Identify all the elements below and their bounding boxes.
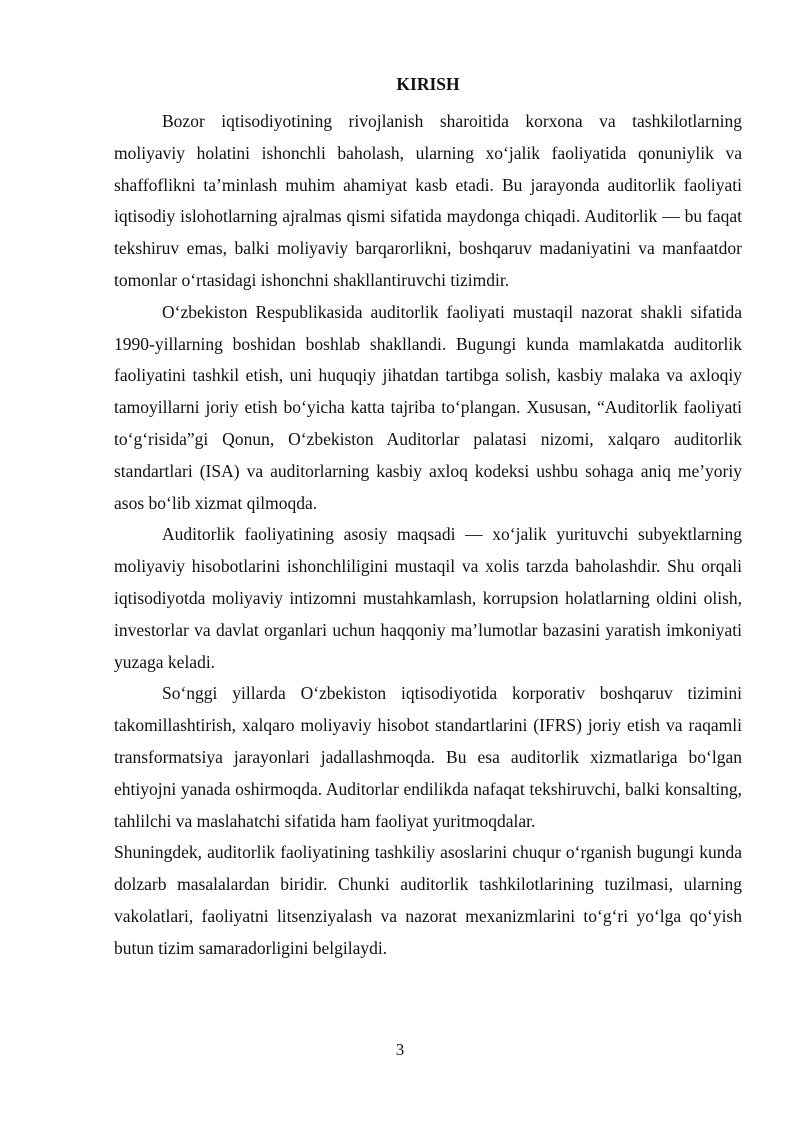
page-content [114, 72, 742, 965]
paragraph-2: O‘zbekiston Respublikasida auditorlik faoliyati mustaqil nazorat shakli sifatida 1990-yillarning boshidan boshlab shakllandi. Bugungi kunda mamlakatda auditorlik faoliyatini tashkil etish, uni huquqiy jihatdan tartibga solish, kasbiy malaka va axloqiy tamoyillarni joriy etish bo‘yicha katta tajriba to‘plangan. Xususan, “Auditorlik faoliyati to‘g‘risida”gi Qonun, O‘zbekiston Auditorlar palatasi nizomi, xalqaro auditorlik standartlari (ISA) va auditorlarning kasbiy axloq kodeksi ushbu sohaga aniq me’yoriy asos bo‘lib xizmat qilmoqda. [114, 301, 742, 513]
paragraph-5: Shuningdek, auditorlik faoliyatining tashkiliy asoslarini chuqur o‘rganish bugungi kunda dolzarb masalalardan biridir. Chunki auditorlik tashkilotlarining tuzilmasi, ularning vakolatlari, faoliyatni litsenziyalash va nazorat mexanizmlarini to‘g‘ri yo‘lga qo‘yish butun tizim samaradorligini belgilaydi. [114, 842, 742, 958]
paragraph-4: So‘nggi yillarda O‘zbekiston iqtisodiyotida korporativ boshqaruv tizimini takomillashtirish, xalqaro moliyaviy hisobot standartlarini (IFRS) joriy etish va raqamli transformatsiya jarayonlari jadallashmoqda. Bu esa auditorlik xizmatlariga bo‘lgan ehtiyojni yanada oshirmoqda. Auditorlar endilikda nafaqat tekshiruvchi, balki konsalting, tahlilchi va maslahatchi sifatida ham faoliyat yuritmoqdalar. [114, 683, 742, 831]
paragraph-1: Bozor iqtisodiyotining rivojlanish sharoitida korxona va tashkilotlarning moliyaviy holatini ishonchli baholash, ularning xo‘jalik faoliyatida qonuniylik va shaffoflikni ta’minlash muhim ahamiyat kasb etadi. Bu jarayonda auditorlik faoliyati iqtisodiy islohotlarning ajralmas qismi sifatida maydonga chiqadi. Auditorlik — bu faqat tekshiruv emas, balki moliyaviy barqarorlikni, boshqaruv madaniyatini va manfaatdor tomonlar o‘rtasidagi ishonchni shakllantiruvchi tizimdir. [114, 111, 742, 290]
section-title: KIRISH [396, 74, 460, 94]
page-number: 3 [395, 1040, 405, 1059]
paragraph-3: Auditorlik faoliyatining asosiy maqsadi — xo‘jalik yurituvchi subyektlarning moliyaviy hisobotlarini ishonchliligini mustaqil va xolis tarzda baholashdir. Shu orqali iqtisodiyotda moliyaviy intizomni mustahkamlash, korrupsion holatlarning oldini olish, investorlar va davlat organlari uchun haqqoniy ma’lumotlar bazasini yaratish imkoniyati yuzaga keladi. [114, 524, 742, 672]
